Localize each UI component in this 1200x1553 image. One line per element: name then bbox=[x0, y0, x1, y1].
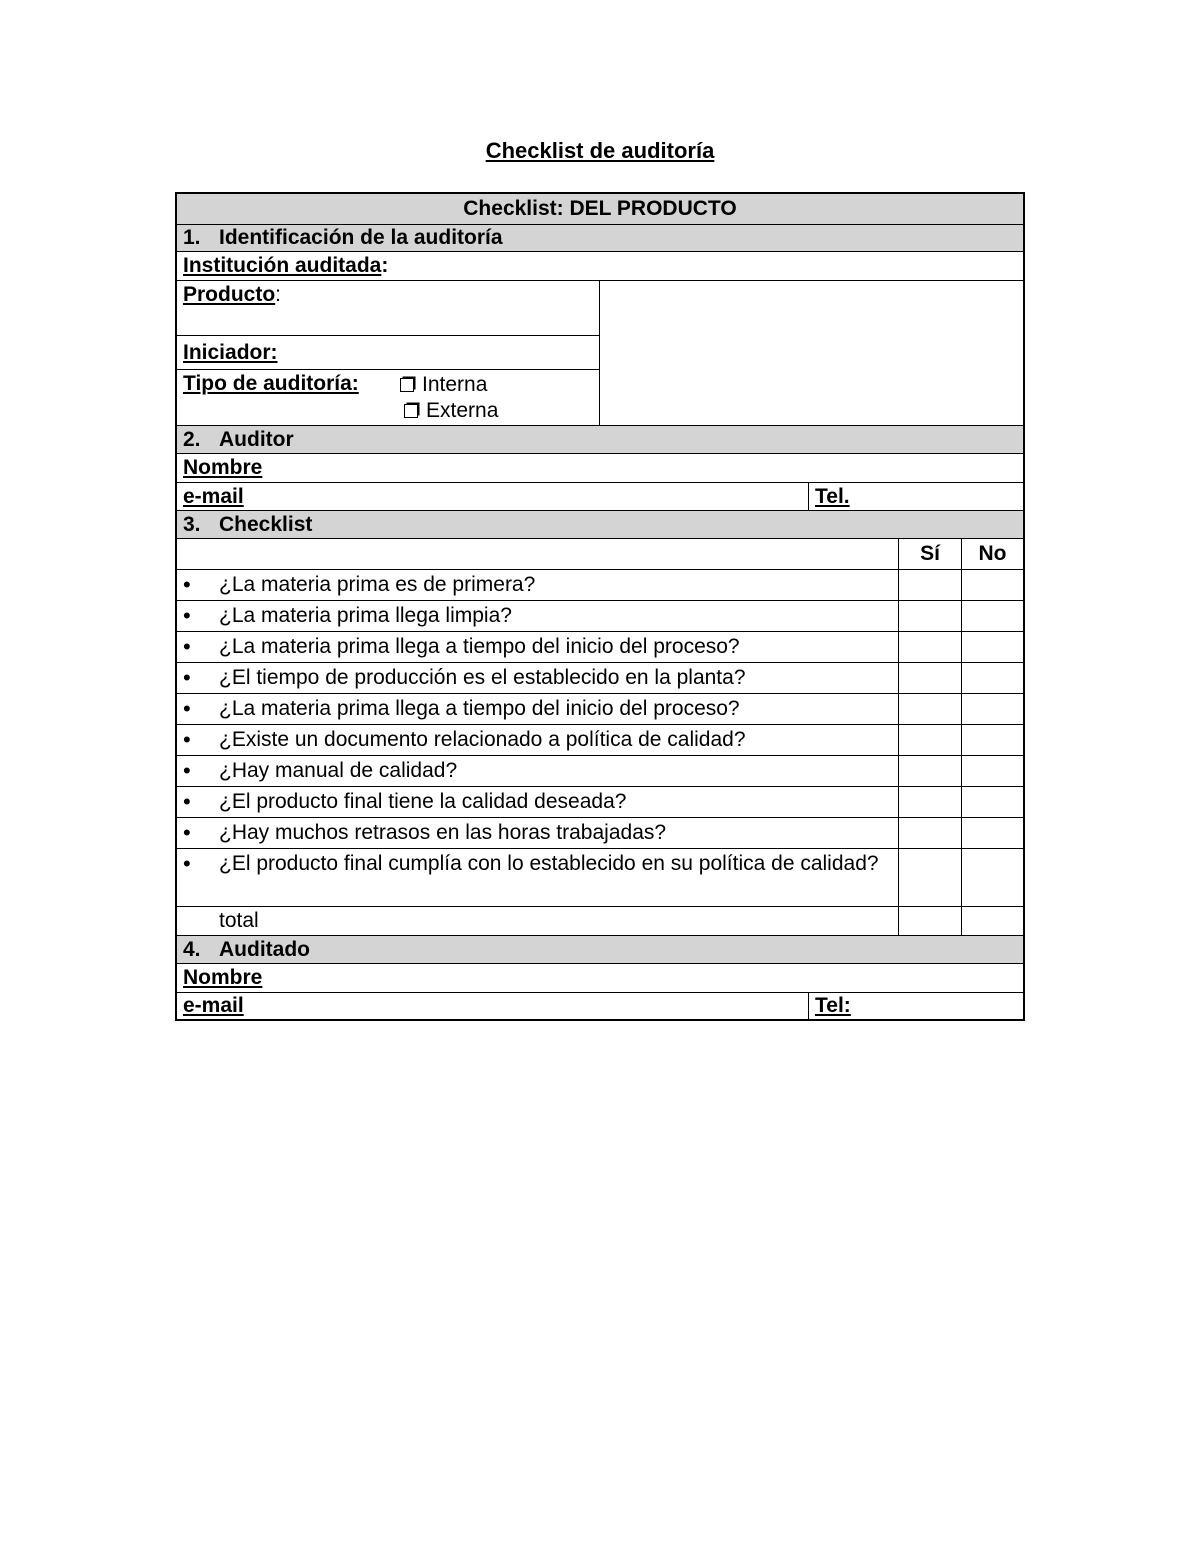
answer-yes-cell[interactable] bbox=[899, 601, 962, 631]
producto-block bbox=[177, 281, 1023, 426]
institucion-label: Institución auditada bbox=[183, 254, 382, 277]
answer-yes-cell[interactable] bbox=[899, 725, 962, 755]
question-text: ¿El tiempo de producción es el establecido en la planta? bbox=[219, 666, 746, 689]
section-3-number: 3. bbox=[183, 512, 201, 536]
iniciador-field[interactable] bbox=[177, 336, 599, 370]
audit-checklist-form bbox=[175, 192, 1025, 1021]
bullet-icon bbox=[183, 820, 219, 846]
column-yes: Sí bbox=[899, 539, 962, 569]
section-2-number: 2. bbox=[183, 427, 201, 451]
producto-colon: : bbox=[275, 283, 282, 306]
answer-yes-cell[interactable] bbox=[899, 694, 962, 724]
option-interna-label: Interna bbox=[422, 373, 488, 396]
tipo-field bbox=[177, 370, 599, 425]
section-1-title: Identificación de la auditoría bbox=[219, 226, 503, 249]
bullet-icon bbox=[183, 727, 219, 753]
section-2-title: Auditor bbox=[219, 427, 294, 451]
tipo-label: Tipo de auditoría: bbox=[183, 372, 359, 395]
checklist-columns-row bbox=[177, 539, 1023, 570]
question-text: ¿La materia prima llega limpia? bbox=[219, 604, 512, 627]
section-1-header bbox=[177, 225, 1023, 252]
auditado-tel-field[interactable] bbox=[809, 993, 1023, 1019]
checklist-question-row bbox=[177, 694, 1023, 725]
section-3-title: Checklist bbox=[219, 512, 313, 536]
question-text: ¿Existe un documento relacionado a política de calidad? bbox=[219, 728, 746, 751]
page-title: Checklist de auditoría bbox=[485, 138, 715, 163]
checklist-question-row bbox=[177, 818, 1023, 849]
checklist-question-row bbox=[177, 570, 1023, 601]
bullet-icon bbox=[183, 851, 219, 878]
answer-no-cell[interactable] bbox=[962, 725, 1023, 755]
checkbox-externa-icon[interactable] bbox=[404, 404, 418, 418]
answer-no-cell[interactable] bbox=[962, 632, 1023, 662]
form-header-row bbox=[177, 194, 1023, 225]
option-interna[interactable] bbox=[400, 372, 498, 398]
option-externa[interactable] bbox=[404, 398, 498, 424]
auditado-nombre-row[interactable] bbox=[177, 964, 1023, 993]
section-2-header bbox=[177, 426, 1023, 454]
answer-no-cell[interactable] bbox=[962, 849, 1023, 906]
checklist-question-row bbox=[177, 601, 1023, 632]
answer-yes-cell[interactable] bbox=[899, 787, 962, 817]
answer-no-cell[interactable] bbox=[962, 787, 1023, 817]
answer-yes-cell[interactable] bbox=[899, 632, 962, 662]
section-4-title: Auditado bbox=[219, 937, 310, 961]
answer-no-cell[interactable] bbox=[962, 818, 1023, 848]
answer-no-cell[interactable] bbox=[962, 570, 1023, 600]
auditor-tel-field[interactable] bbox=[809, 483, 1023, 510]
producto-label: Producto bbox=[183, 283, 276, 306]
section-1-number: 1. bbox=[183, 226, 201, 249]
producto-field[interactable] bbox=[177, 281, 599, 336]
column-no: No bbox=[978, 542, 1007, 565]
question-text: ¿Hay manual de calidad? bbox=[219, 759, 458, 782]
section-4-number: 4. bbox=[183, 937, 201, 961]
question-text: ¿La materia prima llega a tiempo del inicio del proceso? bbox=[219, 635, 740, 658]
auditor-nombre-label: Nombre bbox=[183, 456, 263, 479]
checklist-total-row bbox=[177, 907, 1023, 936]
auditor-nombre-row[interactable] bbox=[177, 454, 1023, 483]
auditor-email-label: e-mail bbox=[183, 484, 244, 508]
auditor-email-field[interactable] bbox=[177, 483, 809, 510]
answer-yes-cell[interactable] bbox=[899, 663, 962, 693]
total-yes-cell[interactable] bbox=[899, 907, 962, 935]
checklist-question-row bbox=[177, 725, 1023, 756]
question-text: ¿La materia prima llega a tiempo del inicio del proceso? bbox=[219, 697, 740, 720]
auditado-email-field[interactable] bbox=[177, 993, 809, 1019]
bullet-icon bbox=[183, 789, 219, 815]
answer-no-cell[interactable] bbox=[962, 694, 1023, 724]
checklist-question-row bbox=[177, 663, 1023, 694]
answer-yes-cell[interactable] bbox=[899, 849, 962, 906]
answer-yes-cell[interactable] bbox=[899, 570, 962, 600]
option-externa-label: Externa bbox=[426, 399, 499, 422]
auditado-email-label: e-mail bbox=[183, 994, 244, 1017]
form-header: Checklist: DEL PRODUCTO bbox=[463, 197, 737, 220]
auditor-contact-row bbox=[177, 483, 1023, 511]
question-text: ¿El producto final cumplía con lo establecido en su política de calidad? bbox=[219, 852, 879, 875]
question-text: ¿Hay muchos retrasos en las horas trabajadas? bbox=[219, 821, 667, 844]
answer-yes-cell[interactable] bbox=[899, 818, 962, 848]
section-3-header bbox=[177, 511, 1023, 539]
checklist-question-row bbox=[177, 849, 1023, 907]
checklist-question-row bbox=[177, 756, 1023, 787]
auditado-tel-label: Tel: bbox=[815, 994, 851, 1017]
institucion-row bbox=[177, 252, 1023, 281]
answer-no-cell[interactable] bbox=[962, 756, 1023, 786]
checklist-question-row bbox=[177, 632, 1023, 663]
checkbox-interna-icon[interactable] bbox=[400, 378, 414, 392]
institucion-colon: : bbox=[381, 254, 389, 277]
answer-no-cell[interactable] bbox=[962, 663, 1023, 693]
bullet-icon bbox=[183, 696, 219, 722]
section-4-header bbox=[177, 936, 1023, 964]
answer-yes-cell[interactable] bbox=[899, 756, 962, 786]
iniciador-label: Iniciador: bbox=[183, 340, 278, 364]
answer-no-cell[interactable] bbox=[962, 601, 1023, 631]
auditado-contact-row bbox=[177, 993, 1023, 1019]
total-label: total bbox=[219, 909, 259, 932]
question-text: ¿La materia prima es de primera? bbox=[219, 573, 536, 596]
total-no-cell[interactable] bbox=[962, 907, 1023, 935]
bullet-icon bbox=[183, 572, 219, 598]
checklist-question-row bbox=[177, 787, 1023, 818]
question-text: ¿El producto final tiene la calidad deseada? bbox=[219, 790, 627, 813]
bullet-icon bbox=[183, 634, 219, 660]
bullet-icon bbox=[183, 665, 219, 691]
producto-notes-area[interactable] bbox=[600, 281, 1023, 425]
bullet-icon bbox=[183, 603, 219, 629]
auditor-tel-label: Tel. bbox=[815, 484, 850, 508]
bullet-icon bbox=[183, 758, 219, 784]
auditado-nombre-label: Nombre bbox=[183, 966, 263, 989]
